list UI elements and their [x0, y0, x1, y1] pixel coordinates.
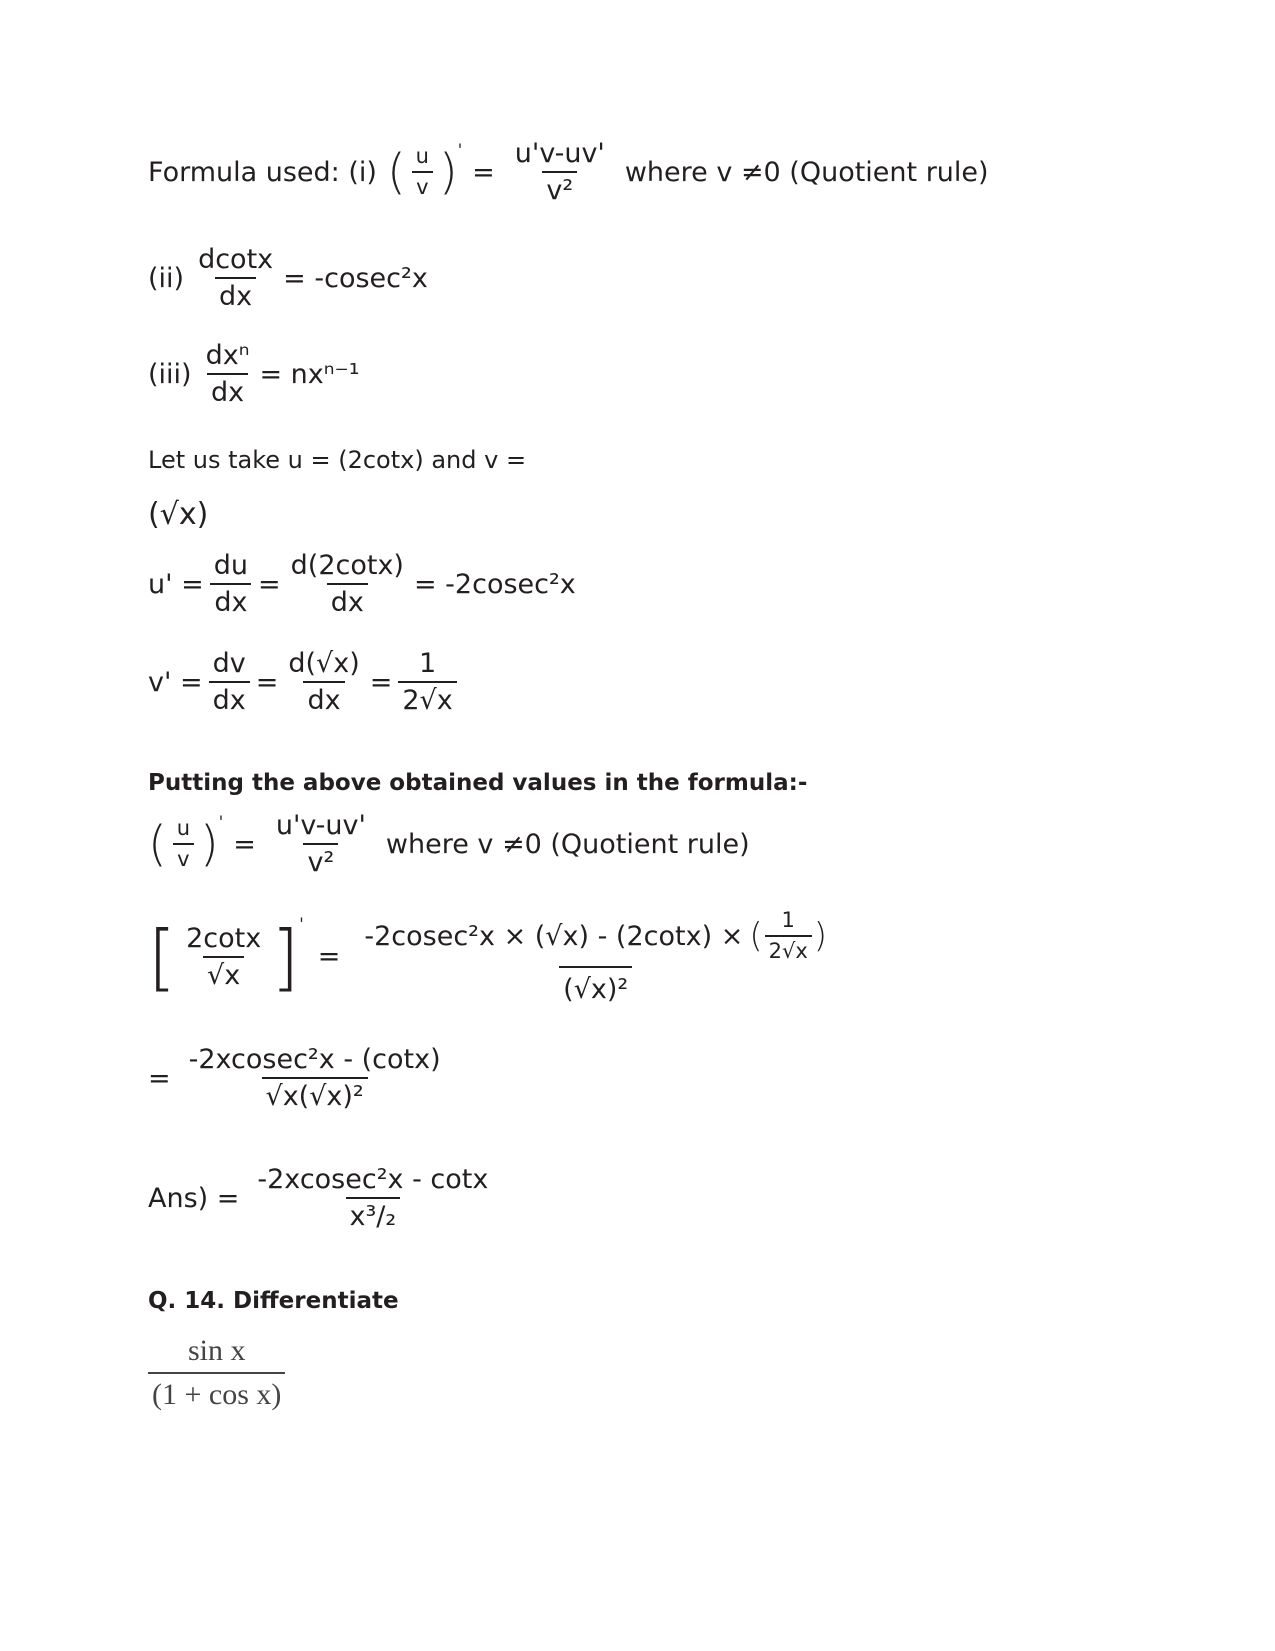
where-note: where v ≠0 (Quotient rule)	[624, 156, 989, 188]
rule-fraction	[272, 812, 370, 876]
inner-fraction	[765, 910, 812, 962]
rule-note: where v ≠0 (Quotient rule)	[385, 828, 750, 860]
item3-label: (iii)	[148, 358, 192, 390]
du-numerator: du	[213, 550, 249, 581]
question-title: Q. 14. Differentiate	[148, 1288, 399, 1314]
substitution-line: [ $\frac{2\cot x}{√x}$ ] ' = -2cosec²x × (√x) - (2cotx) × ( $\frac{1}{2√x}$ ) (√x)²	[148, 910, 837, 1003]
v-result-numerator: 1	[418, 648, 437, 679]
item2-rhs: = -cosec²x	[283, 262, 428, 294]
v-prime-label: v' =	[148, 666, 203, 698]
simplified-denominator: √x(√x)²	[262, 1077, 368, 1110]
item2-denominator: dx	[215, 277, 256, 310]
inner-numerator: 1	[781, 908, 795, 932]
d2cotx-denominator: dx	[327, 583, 368, 616]
rule-denominator: v²	[303, 843, 338, 876]
item3-fraction	[202, 342, 254, 406]
formula-ii	[148, 246, 428, 310]
quotient-denominator: v²	[542, 171, 577, 204]
formula-intro: Formula used: (i)	[148, 156, 377, 188]
item2-numerator: dcotx	[198, 244, 274, 275]
substitution-fraction: -2cosec²x × (√x) - (2cotx) × ( $\frac{1}{2√x}$ ) (√x)²	[364, 908, 828, 1005]
u-prime-label: u' =	[148, 568, 204, 600]
u-prime-line: u' = $\frac{du}{dx}$ = $\frac{d(2\cot x)}{dx}$ = -2cosec²x	[148, 550, 576, 618]
d2cotx-dx	[287, 552, 408, 616]
lhs-fraction	[182, 922, 265, 991]
formula-i: Formula used: (i) ( $\frac{u}{v}$ ) ' = $\frac{u'v-uv'}{\text{v²}}$ where v ≠0 (Quotient rule)	[148, 138, 989, 206]
du-dx	[210, 552, 252, 616]
answer-denominator: x³/₂	[346, 1197, 401, 1230]
simplified-fraction	[185, 1046, 445, 1110]
item3-denominator: dx	[207, 373, 248, 406]
dv-dx	[209, 650, 250, 714]
assumption-text: Let us take u = (2cotx) and v =	[148, 446, 527, 474]
answer-line	[148, 1166, 498, 1230]
v-prime-line: v' = $\frac{dv}{dx}$ = $\frac{d(√x)}{dx}$ = $\frac{1}{2√x}$	[148, 650, 463, 714]
item3-numerator: dxⁿ	[205, 340, 250, 371]
d2cotx-numerator: d(2cotx)	[290, 550, 404, 581]
question-expression	[148, 1334, 285, 1412]
substitution-numerator: -2cosec²x × (√x) - (2cotx) ×	[364, 920, 744, 952]
du-denominator: dx	[210, 583, 251, 616]
dsqrtx-denominator: dx	[303, 681, 344, 714]
quotient-rule-restated: ( $\frac{u}{v}$ ) ' = $\frac{u'v-uv'}{\text{v²}}$ where v ≠0 (Quotient rule)	[148, 810, 750, 878]
answer-label: Ans) =	[148, 1182, 240, 1214]
rule-numerator: u'v-uv'	[275, 810, 366, 841]
simplified-numerator: -2xcosec²x - (cotx)	[188, 1044, 441, 1075]
v-prime-result	[398, 650, 456, 714]
lhs-numerator: 2cotx	[186, 922, 262, 954]
putting-heading: Putting the above obtained values in the formula:-	[148, 770, 808, 796]
dsqrtx-dx	[284, 650, 363, 714]
item2-label: (ii)	[148, 262, 185, 294]
dsqrtx-numerator: d(√x)	[288, 648, 360, 679]
dv-denominator: dx	[209, 681, 250, 714]
v-result-denominator: 2√x	[398, 681, 456, 714]
answer-fraction	[253, 1166, 492, 1230]
item2-fraction	[194, 246, 277, 310]
u-prime-result: = -2cosec²x	[413, 568, 576, 600]
v-expression: (√x)	[148, 497, 209, 532]
dv-numerator: dv	[212, 648, 246, 679]
question-numerator: sin x	[187, 1334, 246, 1367]
inner-denominator: 2√x	[765, 935, 812, 962]
quotient-numerator: u'v-uv'	[514, 138, 605, 169]
answer-numerator: -2xcosec²x - cotx	[257, 1164, 489, 1195]
question-denominator: (1 + cos x)	[148, 1372, 285, 1412]
simplification-line: = $\frac{\text{-2xcosec²x - (cotx)}}{\text{√x(√x)²}}$	[148, 1046, 451, 1110]
formula-iii	[148, 342, 360, 406]
item3-rhs: = nxⁿ⁻¹	[259, 358, 360, 390]
quotient-fraction	[511, 140, 609, 204]
u-over-v: $\frac{u}{v}$	[412, 146, 433, 198]
lhs-denominator: √x	[203, 956, 244, 989]
substitution-denominator: (√x)²	[559, 966, 632, 1003]
